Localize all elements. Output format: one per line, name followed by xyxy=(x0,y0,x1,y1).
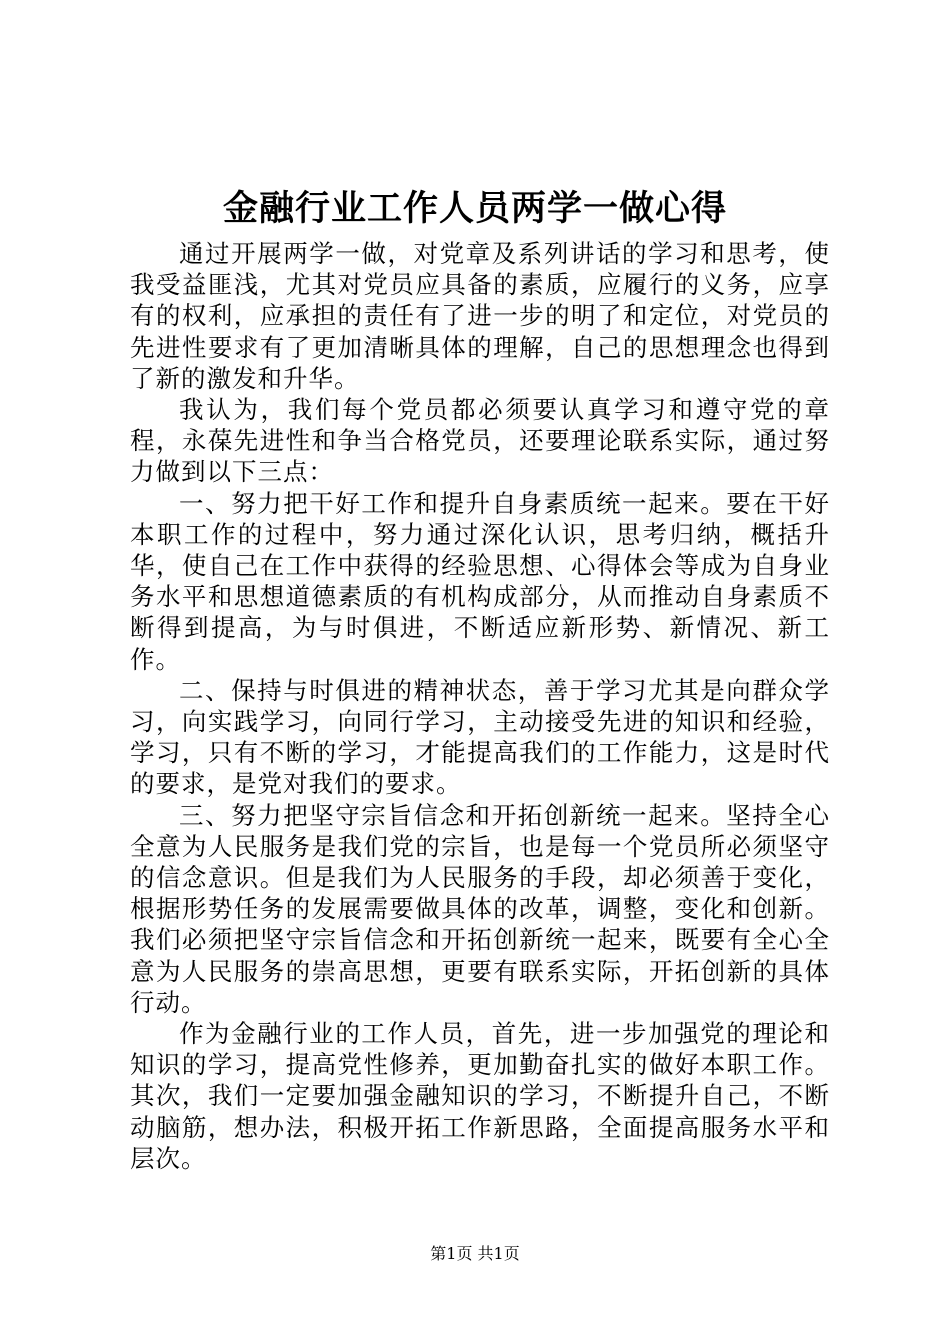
paragraph-point-two: 二、保持与时俱进的精神状态，善于学习尤其是向群众学习，向实践学习，向同行学习，主动接受先进的知识和经验，学习，只有不断的学习，才能提高我们的工作能力，这是时代的要求，是党对我们的要求。 xyxy=(130,675,830,799)
paragraph-intro: 通过开展两学一做，对党章及系列讲话的学习和思考，使我受益匪浅，尤其对党员应具备的素质，应履行的义务，应享有的权利，应承担的责任有了进一步的明了和定位，对党员的先进性要求有了更加清晰具体的理解，自己的思想理念也得到了新的激发和升华。 xyxy=(130,239,830,393)
page-footer: 第1页 共1页 xyxy=(430,1244,520,1263)
paragraph-point-three: 三、努力把坚守宗旨信念和开拓创新统一起来。坚持全心全意为人民服务是我们党的宗旨，也是每一个党员所必须坚守的信念意识。但是我们为人民服务的手段，却必须善于变化，根据形势任务的发展需要做具体的改革，调整，变化和创新。我们必须把坚守宗旨信念和开拓创新统一起来，既要有全心全意为人民服务的崇高思想，更要有联系实际，开拓创新的具体行动。 xyxy=(130,800,830,1017)
paragraph-conclusion: 作为金融行业的工作人员，首先，进一步加强党的理论和知识的学习，提高党性修养，更加勤奋扎实的做好本职工作。其次，我们一定要加强金融知识的学习，不断提升自己，不断动脑筋，想办法，积极开拓工作新思路，全面提高服务水平和层次。 xyxy=(130,1019,830,1173)
document-body xyxy=(130,238,830,1174)
paragraph-opinion: 我认为，我们每个党员都必须要认真学习和遵守党的章程，永葆先进性和争当合格党员，还要理论联系实际，通过努力做到以下三点： xyxy=(130,395,830,487)
paragraph-point-one: 一、努力把干好工作和提升自身素质统一起来。要在干好本职工作的过程中，努力通过深化认识，思考归纳，概括升华，使自己在工作中获得的经验思想、心得体会等成为自身业务水平和思想道德素质的有机构成部分，从而推动自身素质不断得到提高，为与时俱进，不断适应新形势、新情况、新工作。 xyxy=(130,488,830,674)
document-title: 金融行业工作人员两学一做心得 xyxy=(222,188,727,229)
